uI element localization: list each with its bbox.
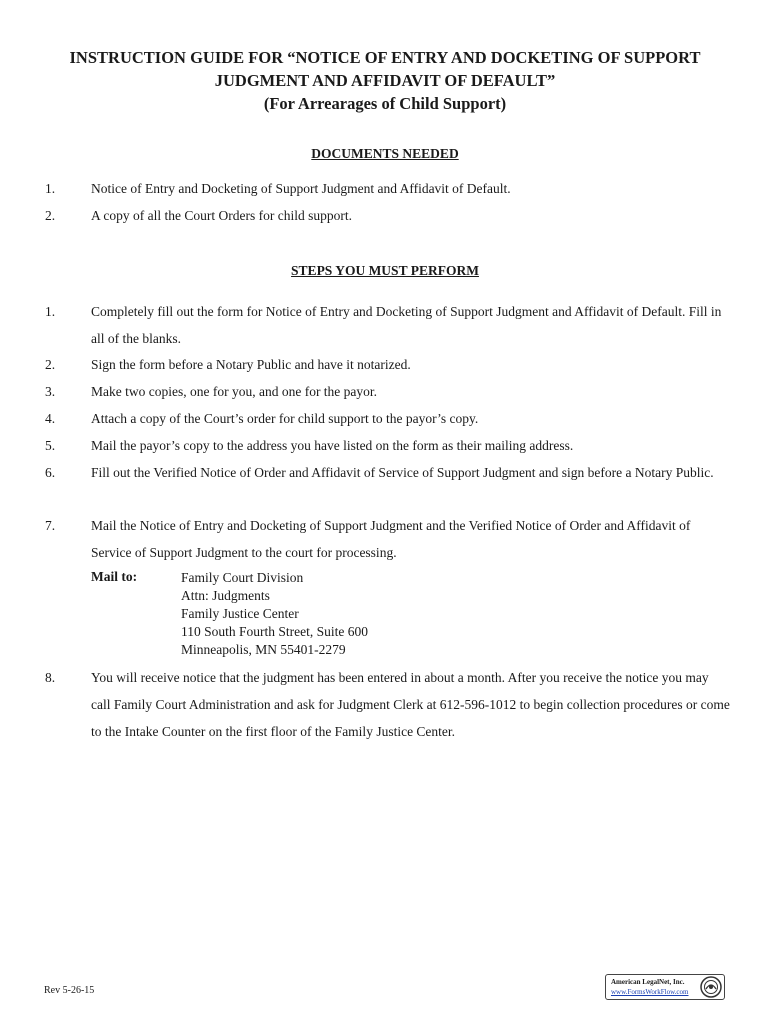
step-number: 2. — [45, 357, 56, 372]
step-number: 3. — [45, 384, 56, 399]
address-line: Attn: Judgments — [181, 588, 270, 603]
title-line-1: INSTRUCTION GUIDE FOR “NOTICE OF ENTRY AND DOCKETING OF SUPPORT — [69, 48, 701, 67]
documents-needed-heading: DOCUMENTS NEEDED — [311, 146, 459, 161]
title-line-3: (For Arrearages of Child Support) — [263, 94, 507, 113]
address-line: Family Justice Center — [181, 606, 299, 621]
step-number: 1. — [45, 304, 56, 319]
publisher-logo[interactable] — [605, 974, 725, 1000]
document-item-number: 2. — [45, 208, 56, 223]
step-number: 6. — [45, 465, 56, 480]
address-line: Minneapolis, MN 55401-2279 — [181, 642, 346, 657]
mailing-address — [181, 569, 368, 659]
step-number: 5. — [45, 438, 56, 453]
steps-heading: STEPS YOU MUST PERFORM — [291, 263, 479, 278]
step-text: Make two copies, one for you, and one for the payor. — [91, 384, 378, 399]
step-text: Attach a copy of the Court’s order for child support to the payor’s copy. — [91, 411, 479, 426]
step-text: Mail the Notice of Entry and Docketing of Support Judgment and the Verified Notice of Order and Affidavit of Service of Support Judgment to the court for processing. — [91, 518, 691, 560]
step-text: Mail the payor’s copy to the address you have listed on the form as their mailing address. — [91, 438, 574, 453]
revision-date: Rev 5-26-15 — [44, 985, 95, 996]
step-text: Fill out the Verified Notice of Order and Affidavit of Service of Support Judgment and sign before a Notary Public. — [91, 465, 714, 480]
mail-to-label: Mail to: — [91, 569, 138, 584]
step-number: 8. — [45, 670, 56, 685]
document-item-text: A copy of all the Court Orders for child support. — [91, 208, 352, 223]
address-line: Family Court Division — [181, 570, 304, 585]
step-text: You will receive notice that the judgment has been entered in about a month. After you receive the notice you may call Family Court Administration and ask for Judgment Clerk at 612-596-1012 to begin collection procedures or come to the Intake Counter on the first floor of the Family Justice Center. — [91, 670, 730, 739]
publisher-name: American LegalNet, Inc. — [611, 978, 685, 986]
document-item-number: 1. — [45, 181, 56, 196]
address-line: 110 South Fourth Street, Suite 600 — [181, 624, 369, 639]
step-text: Sign the form before a Notary Public and have it notarized. — [91, 357, 411, 372]
step-text: Completely fill out the form for Notice of Entry and Docketing of Support Judgment and Affidavit of Default. Fill in all of the blanks. — [91, 304, 722, 346]
document-title — [30, 46, 740, 115]
step-number: 7. — [45, 518, 56, 533]
publisher-link[interactable]: www.FormsWorkFlow.com — [611, 988, 689, 996]
title-line-2: JUDGMENT AND AFFIDAVIT OF DEFAULT” — [214, 71, 556, 90]
step-number: 4. — [45, 411, 56, 426]
document-item-text: Notice of Entry and Docketing of Support Judgment and Affidavit of Default. — [91, 181, 511, 196]
seal-icon — [700, 976, 722, 998]
